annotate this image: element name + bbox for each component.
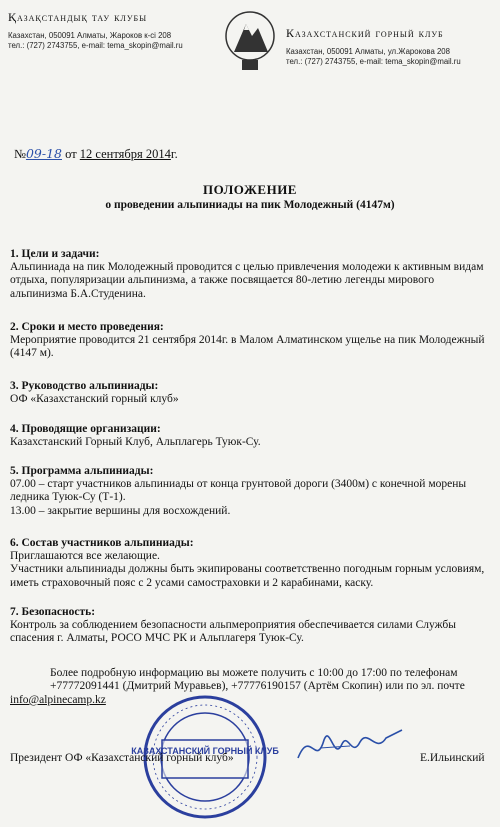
letterhead-left: [8, 10, 218, 51]
signature-icon: [290, 718, 410, 778]
ref-number: 09-18: [25, 146, 62, 161]
email-link[interactable]: info@alpinecamp.kz: [10, 693, 106, 706]
section-leadership: 3. Руководство альпиниады: ОФ «Казахстанский горный клуб»: [10, 380, 179, 406]
document-title: ПОЛОЖЕНИЕ: [203, 182, 297, 197]
ref-date: 12 сентября 2014: [79, 147, 171, 161]
section-participants: 6. Состав участников альпиниады: Приглашаются все желающие. Участники альпиниады должны быть экипированы соответственно погодным горным условиям, иметь страховочный пояс с 2 усами самостраховки и 2 карабинами, каску.: [10, 537, 485, 589]
stamp-text: КАЗАХСТАНСКИЙ ГОРНЫЙ КЛУБ: [131, 746, 279, 756]
contact-info: Более подробную информацию вы можете получить с 10:00 до 17:00 по телефонам +77772091441 (Дмитрий Муравьев), +77776190157 (Артём Скопин) или по эл. почте info@alpinecamp.kz: [10, 667, 465, 706]
club-name-kz: Қазақстандық тау клубы: [8, 10, 148, 24]
section-dates: 2. Сроки и место проведения: Мероприятие проводится 21 сентября 2014г. в Малом Алматинском ущелье на пик Молодежный (4147 м).: [10, 321, 485, 360]
section-program: 5. Программа альпиниады: 07.00 – старт участников альпиниады от конца грунтовой дороги (3400м) с конечной морены ледника Туюк-Су (Т-1). 13.00 – закрытие вершины для восхождений.: [10, 465, 467, 517]
section-safety: 7. Безопасность: Контроль за соблюдением безопасности альпмероприятия обеспечивается силами Службы спасения г. Алматы, РОСО МЧС РК и Альплагеря Туюк-Су.: [10, 606, 456, 645]
letterhead: [0, 6, 500, 86]
section-organizers: 4. Проводящие организации: Казахстанский Горный Клуб, Альплагерь Туюк-Су.: [10, 423, 261, 449]
signature-name: Е.Ильинский: [420, 752, 485, 764]
club-logo-icon: [222, 8, 278, 74]
signature-position: Президент ОФ «Казахстанский горный клуб»: [10, 752, 234, 764]
letterhead-right: [286, 26, 496, 67]
document-subtitle: о проведении альпиниады на пик Молодежный (4147м): [105, 199, 395, 211]
section-goals: 1. Цели и задачи: Альпиниада на пик Молодежный проводится с целью привлечения молодежи к активным видам отдыха, популяризации альпинизма, а также посвящается 80-летию легенды мирового альпинизма Б.А.Студенина.: [10, 248, 484, 300]
club-name-ru: Казахстанский горный клуб: [286, 26, 444, 40]
address-kz: Казахстан, 050091 Алматы, Жароков к-сі 208 тел.: (727) 2743755, e-mail: tema_skopin@mail.ru: [8, 31, 183, 50]
document-reference: №09-18 от 12 сентября 2014г.: [14, 146, 178, 161]
address-ru: Казахстан, 050091 Алматы, ул.Жарокова 208 тел.: (727) 2743755, e-mail: tema_skopin@mail.ru: [286, 47, 461, 66]
